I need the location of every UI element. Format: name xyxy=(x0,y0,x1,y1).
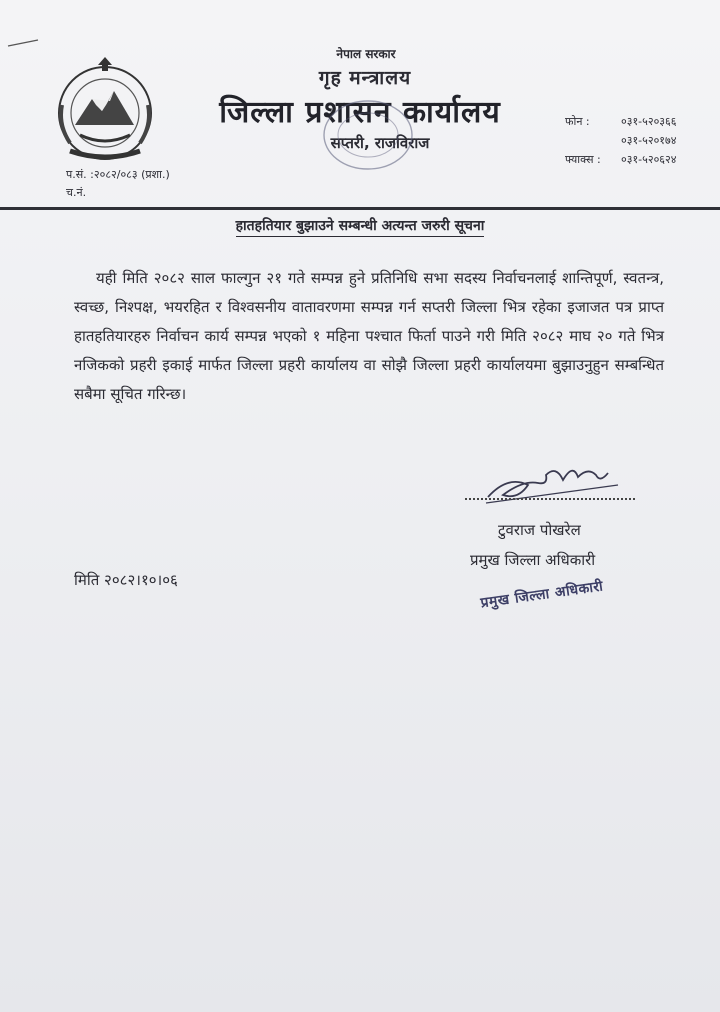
office-name: जिल्ला प्रशासन कार्यालय xyxy=(219,95,501,130)
ministry-name: गृह मन्त्रालय xyxy=(318,67,412,89)
contact-row xyxy=(565,131,676,150)
office-address: सप्तरी, राजविराज xyxy=(330,134,430,152)
notice-title xyxy=(0,216,720,235)
dispatch-number: च.नं. xyxy=(66,186,87,199)
contact-row xyxy=(565,150,676,169)
contact-value: ०३१-५२०१७४ xyxy=(621,134,677,147)
contact-row xyxy=(565,112,676,131)
notice-title-text: हातहतियार बुझाउने सम्बन्धी अत्यन्त जरुरी सूचना xyxy=(236,218,485,237)
notice-date: मिति २०८२।१०।०६ xyxy=(74,571,178,589)
header-divider xyxy=(0,207,720,210)
officer-title: प्रमुख जिल्ला अधिकारी xyxy=(470,551,596,569)
notice-body: यही मिति २०८२ साल फाल्गुन २१ गते सम्पन्न हुने प्रतिनिधि सभा सदस्य निर्वाचनलाई शान्तिपूर्ण, स्वतन्त्र, स्वच्छ, निश्पक्ष, भयरहित र विश्वसनीय वातावरणमा सम्पन्न गर्न सप्तरी जिल्ला भित्र रहेका इजाजत पत्र प्राप्त हातहतियारहरु निर्वाचन कार्य सम्पन्न भएको १ महिना पश्चात फिर्ता पाउने गरी मिति २०८२ माघ २० गते भित्र नजिकको प्रहरी इकाई मार्फत जिल्ला प्रहरी कार्यालय वा सोझै जिल्ला प्रहरी कार्यालयमा बुझाउनुहुन सम्बन्धित सबैमा सूचित गरिन्छ। xyxy=(74,269,664,403)
government-name: नेपाल सरकार xyxy=(336,47,396,61)
letter-number: प.सं. :२०८२/०८३ (प्रशा.) xyxy=(66,168,170,181)
contact-label: फ्याक्स : xyxy=(565,153,601,166)
contact-value: ०३१-५२०६२४ xyxy=(621,153,677,166)
reference-numbers xyxy=(66,166,170,202)
officer-name: टुवराज पोखरेल xyxy=(498,521,581,539)
contact-label xyxy=(565,131,621,150)
contact-label: फोन : xyxy=(565,115,590,128)
official-stamp: प्रमुख जिल्ला अधिकारी xyxy=(479,578,605,612)
signature-line xyxy=(465,498,635,500)
pen-mark-icon xyxy=(6,38,40,48)
government-emblem-icon xyxy=(50,55,160,165)
signature-icon xyxy=(478,455,628,510)
round-seal-icon xyxy=(318,95,418,175)
contact-value: ०३१-५२०३६६ xyxy=(621,115,677,128)
contact-info xyxy=(565,112,676,169)
